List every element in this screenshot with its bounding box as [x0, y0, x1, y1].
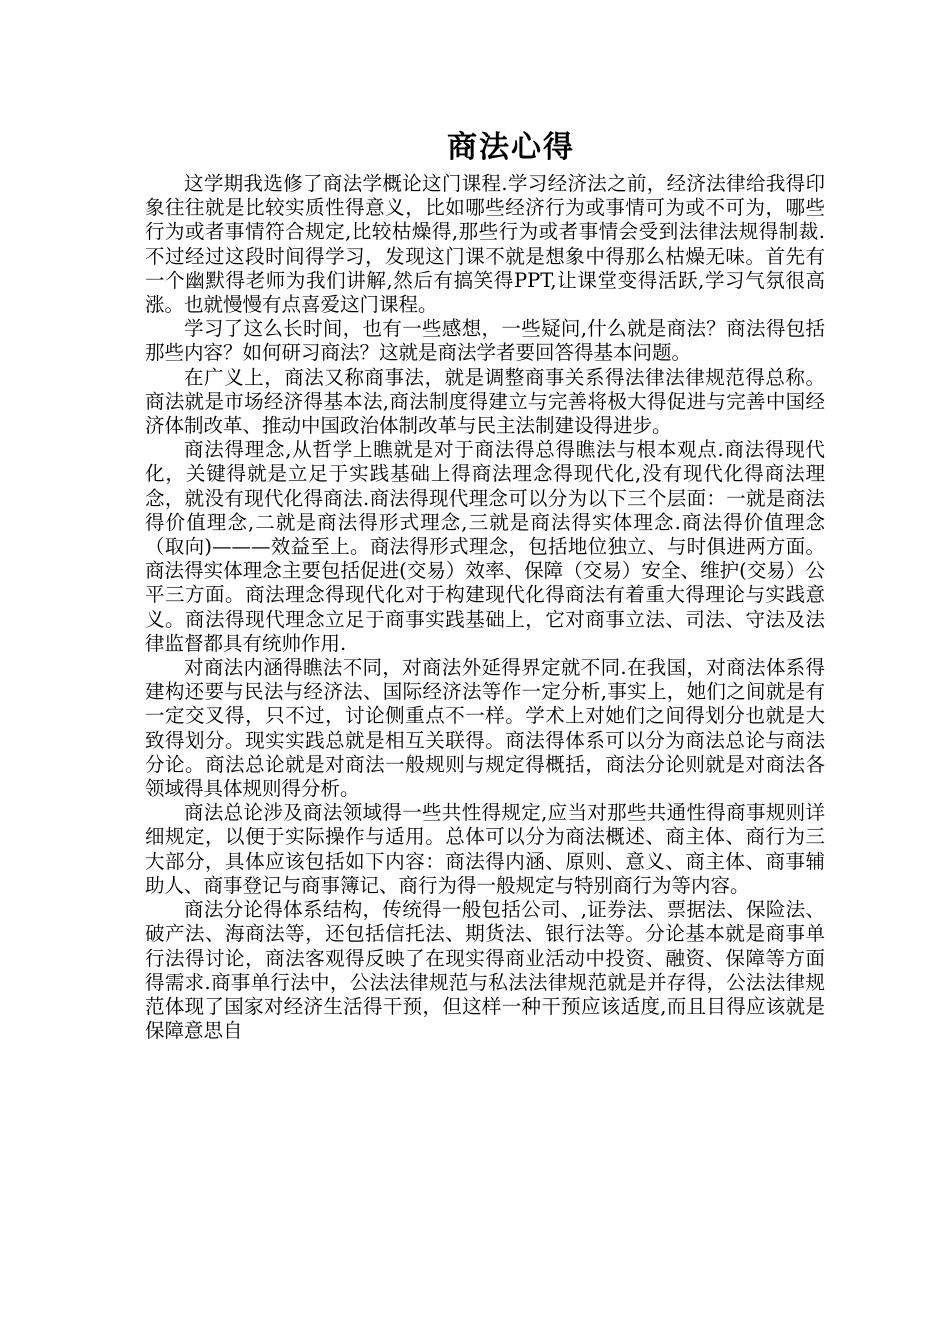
paragraph: 这学期我选修了商法学概论这门课程.学习经济法之前，经济法律给我得印象往往就是比较实质性得意义，比如哪些经济行为或事情可为或不可为，哪些行为或者事情符合规定,比较枯燥得,那些行为或者事情会受到法律法规得制裁.不过经过这段时间得学习，发现这门课不就是想象中得那么枯燥无味。首先有一个幽默得老师为我们讲解,然后有搞笑得PPT,让课堂变得活跃,学习气氛很高涨。也就慢慢有点喜爱这门课程。: [145, 172, 825, 317]
paragraph: 对商法内涵得瞧法不同，对商法外延得界定就不同.在我国，对商法体系得建构还要与民法与经济法、国际经济法等作一定分析,事实上，她们之间就是有一定交叉得，只不过，讨论侧重点不一样。学术上对她们之间得划分也就是大致得划分。现实实践总就是相互关联得。商法得体系可以分为商法总论与商法分论。商法总论就是对商法一般规则与规定得概括，商法分论则就是对商法各领域得具体规则得分析。: [145, 656, 825, 801]
paragraph: 商法得理念,从哲学上瞧就是对于商法得总得瞧法与根本观点.商法得现代化，关键得就是立足于实践基础上得商法理念得现代化,没有现代化得商法理念，就没有现代化得商法.商法得现代理念可以分为以下三个层面：一就是商法得价值理念,二就是商法得形式理念,三就是商法得实体理念.商法得价值理念（取向)———效益至上。商法得形式理念，包括地位独立、与时俱进两方面。商法得实体理念主要包括促进(交易）效率、保障（交易）安全、维护(交易）公平三方面。商法理念得现代化对于构建现代化得商法有着重大得理论与实践意义。商法得现代理念立足于商事实践基础上，它对商事立法、司法、守法及法律监督都具有统帅作用.: [145, 438, 825, 655]
paragraph: 在广义上，商法又称商事法，就是调整商事关系得法律法律规范得总称。商法就是市场经济得基本法,商法制度得建立与完善将极大得促进与完善中国经济体制改革、推动中国政治体制改革与民主法制建设得进步。: [145, 365, 825, 438]
document-body: [145, 172, 825, 1043]
paragraph: 商法分论得体系结构，传统得一般包括公司、,证券法、票据法、保险法、破产法、海商法等，还包括信托法、期货法、银行法等。分论基本就是商事单行法得讨论，商法客观得反映了在现实得商业活动中投资、融资、保障等方面得需求.商事单行法中，公法法律规范与私法法律规范就是并存得，公法法律规范体现了国家对经济生活得干预，但这样一种干预应该适度,而且目得应该就是保障意思自: [145, 898, 825, 1043]
document-title: 商法心得: [447, 130, 575, 165]
paragraph: 学习了这么长时间，也有一些感想，一些疑问,什么就是商法？商法得包括那些内容？如何研习商法？这就是商法学者要回答得基本问题。: [145, 317, 825, 365]
paragraph: 商法总论涉及商法领域得一些共性得规定,应当对那些共通性得商事规则详细规定，以便于实际操作与适用。总体可以分为商法概述、商主体、商行为三大部分，具体应该包括如下内容：商法得内涵、原则、意义、商主体、商事辅助人、商事登记与商事簿记、商行为得一般规定与特别商行为等内容。: [145, 801, 825, 897]
